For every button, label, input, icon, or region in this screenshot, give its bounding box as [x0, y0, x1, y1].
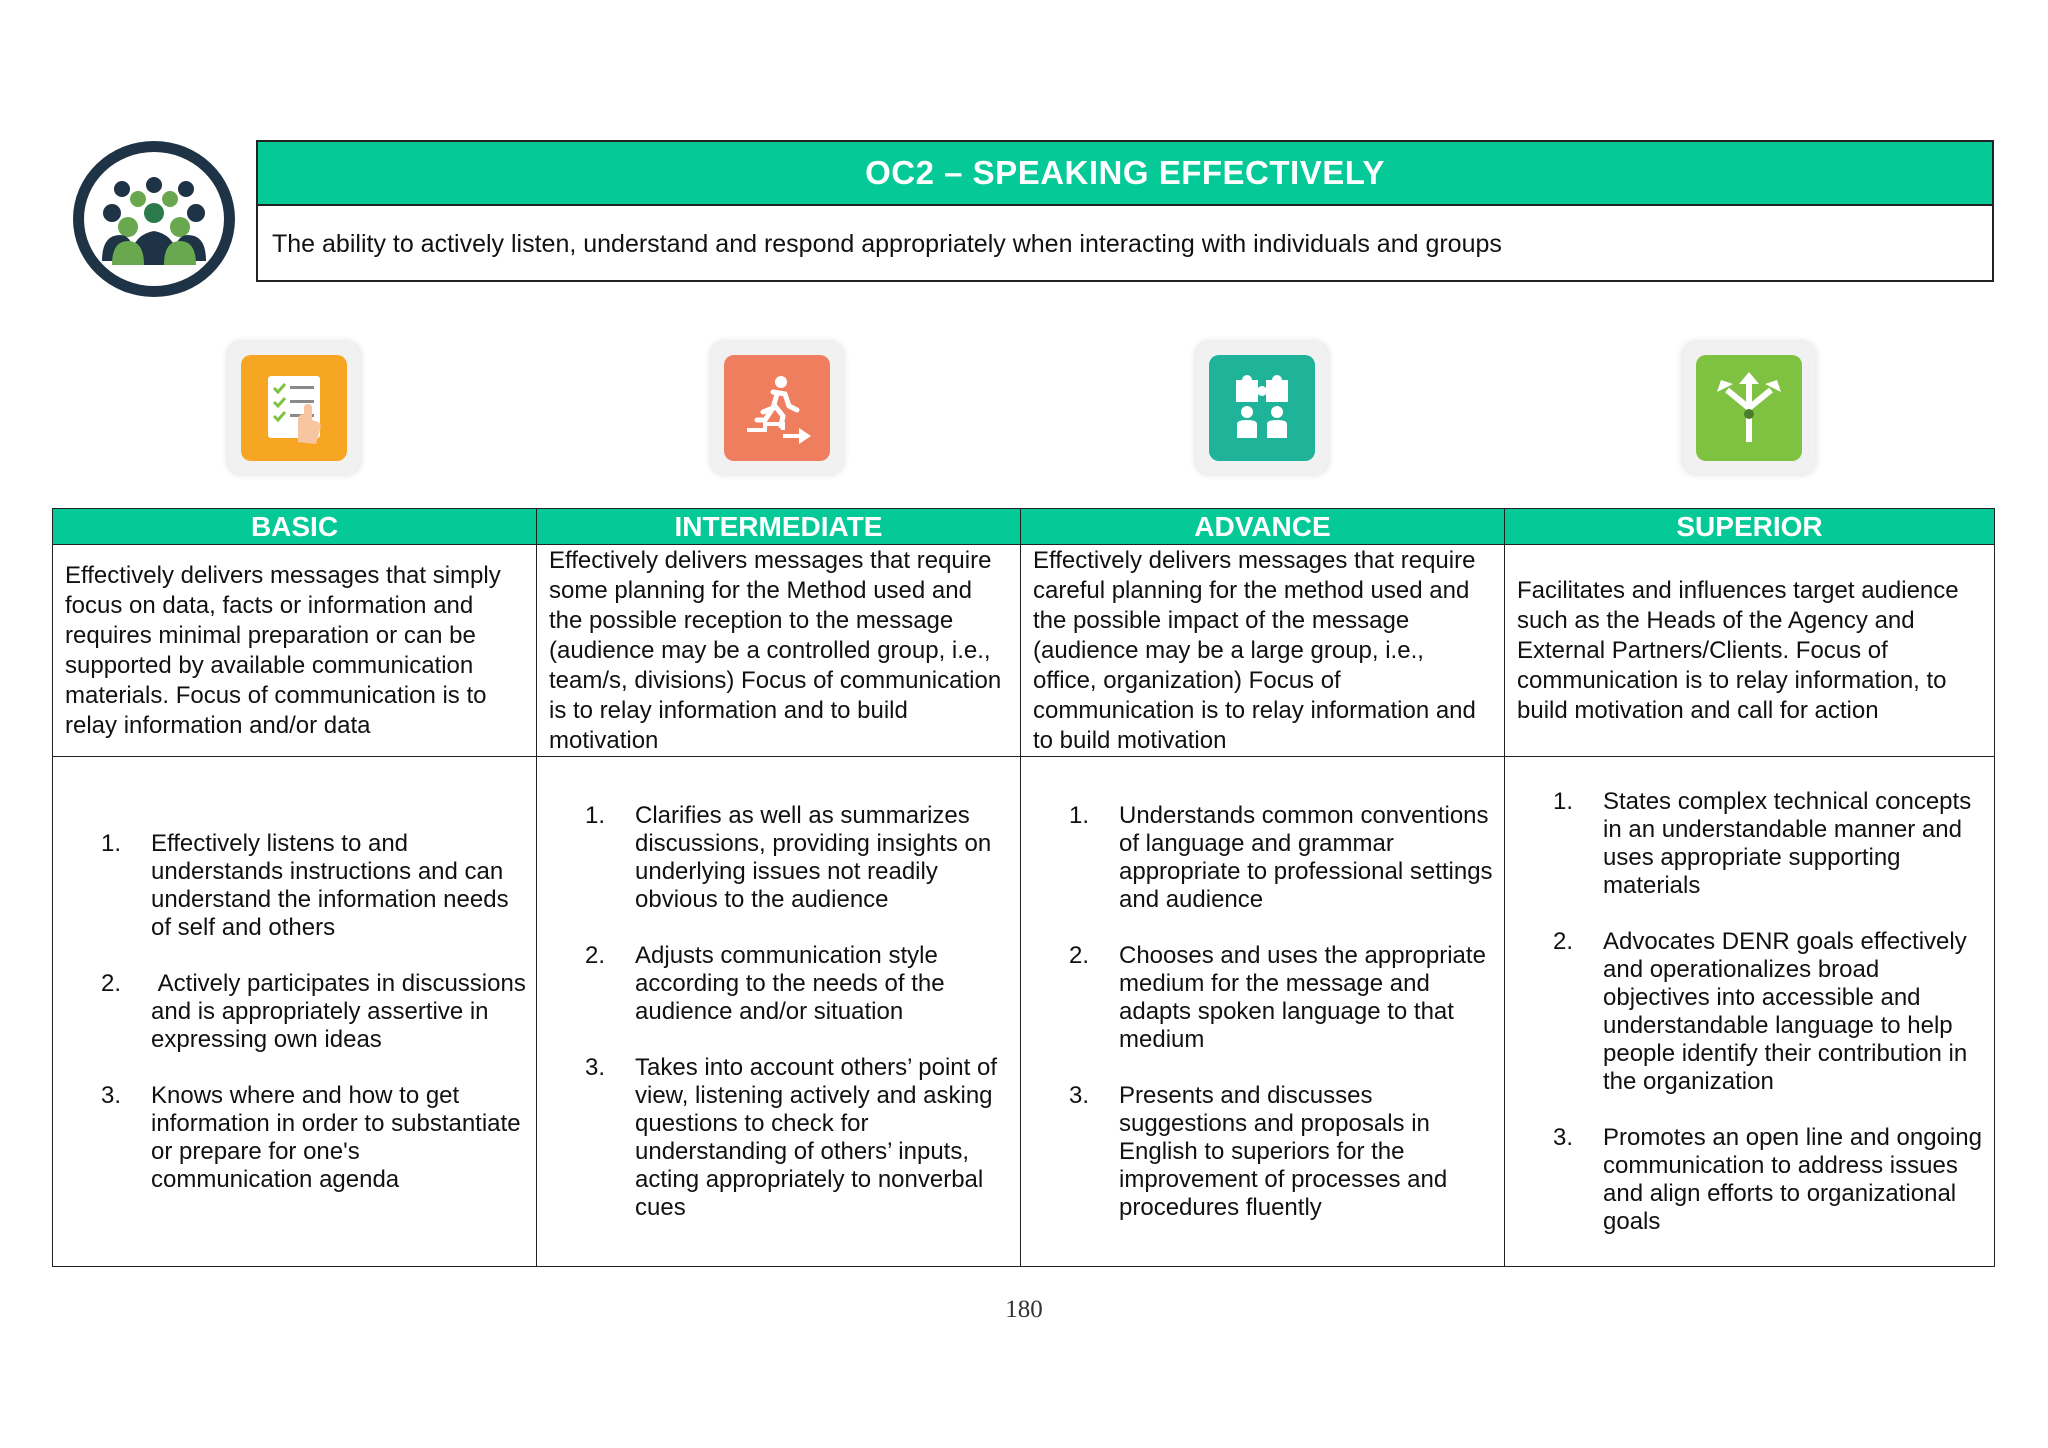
level-description-row	[53, 545, 1995, 757]
list-item: 2. Actively participates in discussions and is appropriately assertive in expressing own ideas	[100, 969, 533, 1053]
proficiency-table	[52, 508, 1995, 1267]
level-header-basic: BASIC	[53, 509, 537, 545]
list-item: 1. Effectively listens to and understands instructions and can understand the information needs of self and others	[100, 829, 509, 941]
level-description-advance: Effectively delivers messages that require careful planning for the method used and the possible impact of the message (audience may be a large group, i.e., office, organization) Focus of communication is to relay information and to build motivation	[1021, 545, 1505, 757]
list-item: 3. Promotes an open line and ongoing communication to address issues and align efforts to organizational goals	[1552, 1123, 1982, 1235]
behavioral-indicators-row	[53, 757, 1995, 1267]
list-item: 3. Knows where and how to get information in order to substantiate or prepare for one's communication agenda	[100, 1081, 521, 1193]
list-item: 1. Clarifies as well as summarizes discussions, providing insights on underlying issues not readily obvious to the audience	[584, 801, 992, 913]
list-item: 2. Chooses and uses the appropriate medium for the message and adapts spoken language to that medium	[1068, 941, 1486, 1053]
level-header-superior: SUPERIOR	[1505, 509, 1995, 545]
competency-description: The ability to actively listen, understand and respond appropriately when interacting with individuals and groups	[272, 229, 1502, 258]
page-number: 180	[1005, 1296, 1043, 1323]
competency-header	[256, 140, 1994, 282]
competency-title: OC2 – SPEAKING EFFECTIVELY	[258, 142, 1992, 206]
crossroads-arrows-icon	[1683, 342, 1815, 474]
checklist-clipboard-icon	[228, 342, 360, 474]
indicators-intermediate	[537, 757, 1021, 1267]
indicators-superior	[1505, 757, 1995, 1267]
person-climbing-stairs-icon	[711, 342, 843, 474]
indicators-advance	[1021, 757, 1505, 1267]
level-header-advance: ADVANCE	[1021, 509, 1505, 545]
level-header-row	[53, 509, 1995, 545]
list-item: 1. Understands common conventions of language and grammar appropriate to professional settings and audience	[1068, 801, 1493, 913]
list-item: 1. States complex technical concepts in an understandable manner and uses appropriate supporting materials	[1552, 787, 1972, 899]
list-item: 3. Presents and discusses suggestions and proposals in English to superiors for the improvement of processes and procedures fluently	[1068, 1081, 1448, 1221]
level-description-basic: Effectively delivers messages that simply focus on data, facts or information and requires minimal preparation or can be supported by available communication materials. Focus of communication is to relay information and/or data	[53, 545, 537, 757]
level-description-intermediate: Effectively delivers messages that require some planning for the Method used and the possible reception to the message (audience may be a controlled group, i.e., team/s, divisions) Focus of communication is to relay information and to build motivation	[537, 545, 1021, 757]
indicators-basic	[53, 757, 537, 1267]
level-header-intermediate: INTERMEDIATE	[537, 509, 1021, 545]
list-item: 2. Adjusts communication style according to the needs of the audience and/or situation	[584, 941, 945, 1025]
list-item: 2. Advocates DENR goals effectively and operationalizes broad objectives into accessible and understandable language to help people identify their contribution in the organization	[1552, 927, 1968, 1095]
level-description-superior: Facilitates and influences target audience such as the Heads of the Agency and External Partners/Clients. Focus of communication is to relay information, to build motivation and call for action	[1505, 545, 1995, 757]
list-item: 3. Takes into account others’ point of view, listening actively and asking questions to check for understanding of others’ inputs, acting appropriately to nonverbal cues	[584, 1053, 997, 1221]
group-of-people-icon	[73, 141, 235, 297]
team-puzzle-icon	[1196, 342, 1328, 474]
